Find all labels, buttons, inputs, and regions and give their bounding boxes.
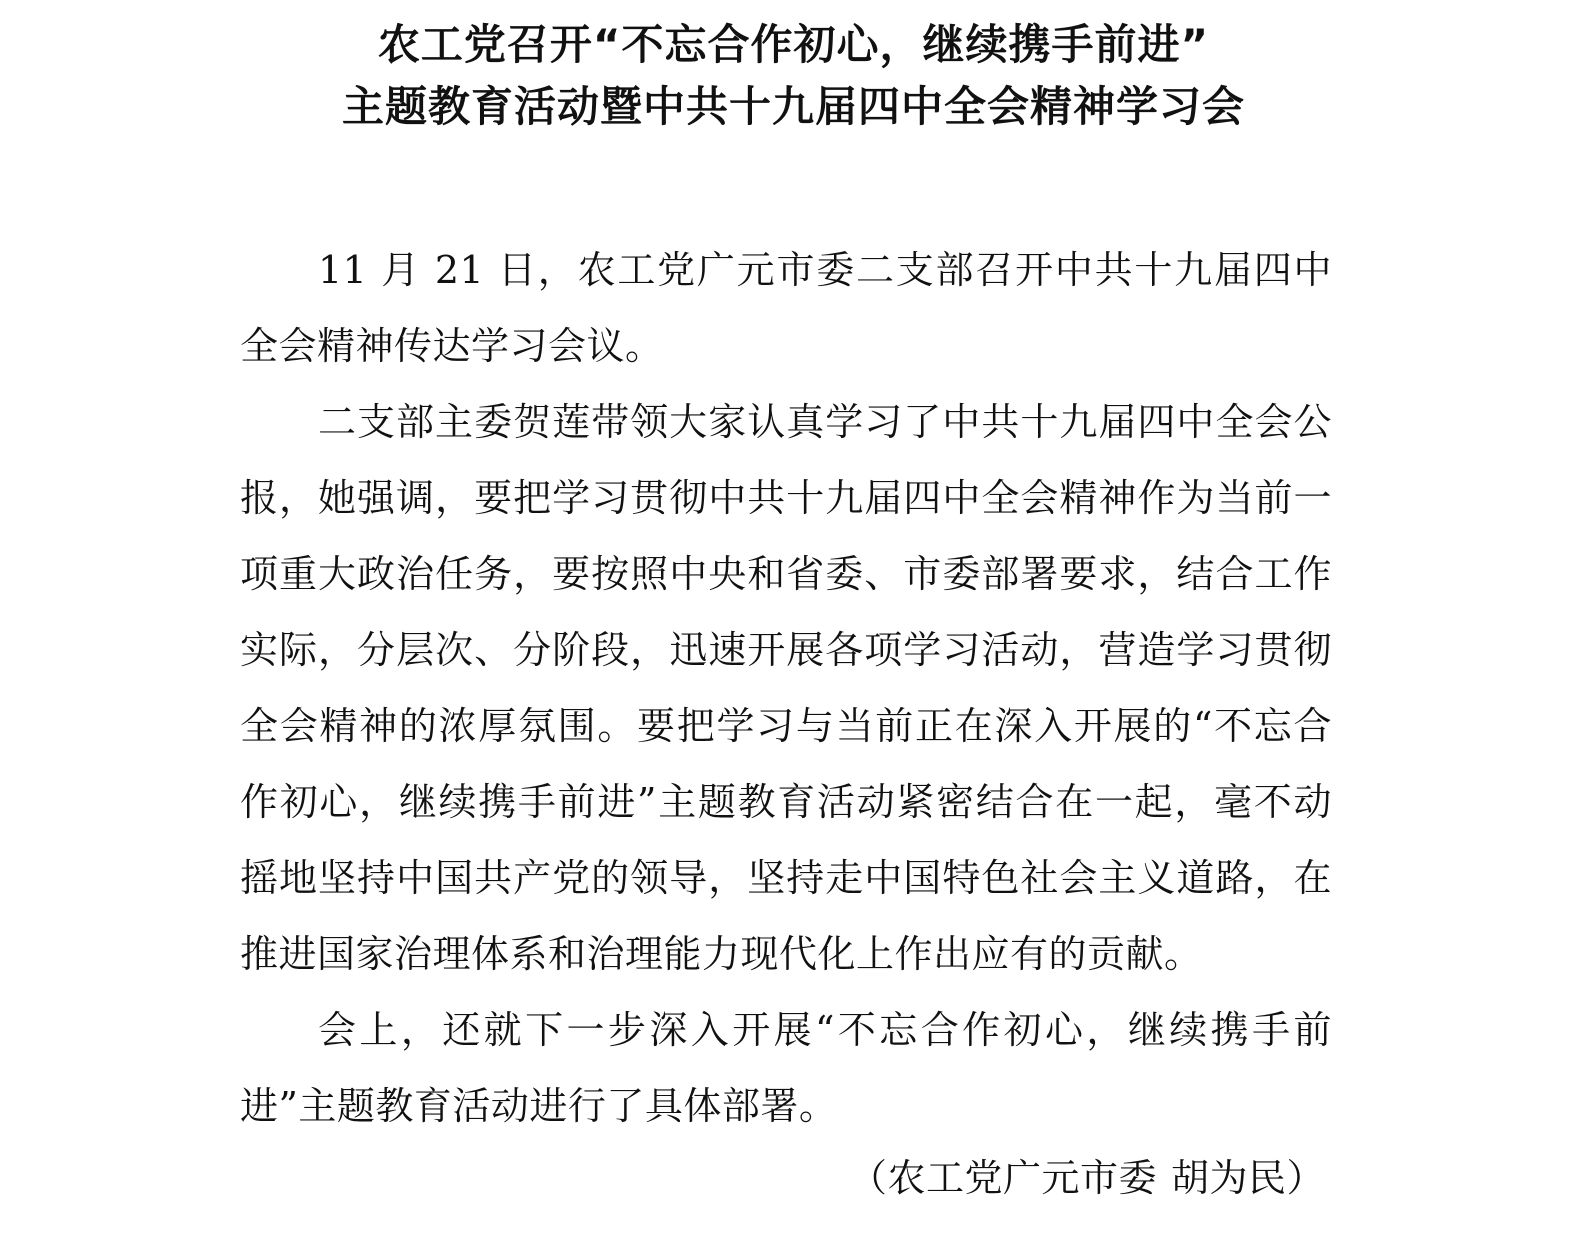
- signature-author: 胡为民: [1170, 1156, 1287, 1200]
- paragraph-3: 会上，还就下一步深入开展“不忘合作初心，继续携手前进”主题教育活动进行了具体部署。: [240, 1008, 1332, 1128]
- author-signature: [849, 1140, 1325, 1216]
- signature-close-paren: ）: [1286, 1156, 1325, 1200]
- signature-org: 农工党广元市委: [887, 1156, 1157, 1200]
- title-line-2: 主题教育活动暨中共十九届四中全会精神学习会: [341, 82, 1245, 131]
- article-title: [0, 14, 1587, 138]
- signature-open-paren: （: [848, 1156, 888, 1200]
- article-body: [240, 232, 1332, 1144]
- paragraph-2: 二支部主委贺莲带领大家认真学习了中共十九届四中全会公报，她强调，要把学习贯彻中共十九届四中全会精神作为当前一项重大政治任务，要按照中央和省委、市委部署要求，结合工作实际，分层次、分阶段，迅速开展各项学习活动，营造学习贯彻全会精神的浓厚氛围。要把学习与当前正在深入开展的“不忘合作初心，继续携手前进”主题教育活动紧密结合在一起，毫不动摇地坚持中国共产党的领导，坚持走中国特色社会主义道路，在推进国家治理体系和治理能力现代化上作出应有的贡献。: [240, 400, 1332, 976]
- paragraph-1: 11 月 21 日，农工党广元市委二支部召开中共十九届四中全会精神传达学习会议。: [240, 248, 1332, 368]
- title-line-1: 农工党召开“不忘合作初心，继续携手前进”: [377, 20, 1210, 69]
